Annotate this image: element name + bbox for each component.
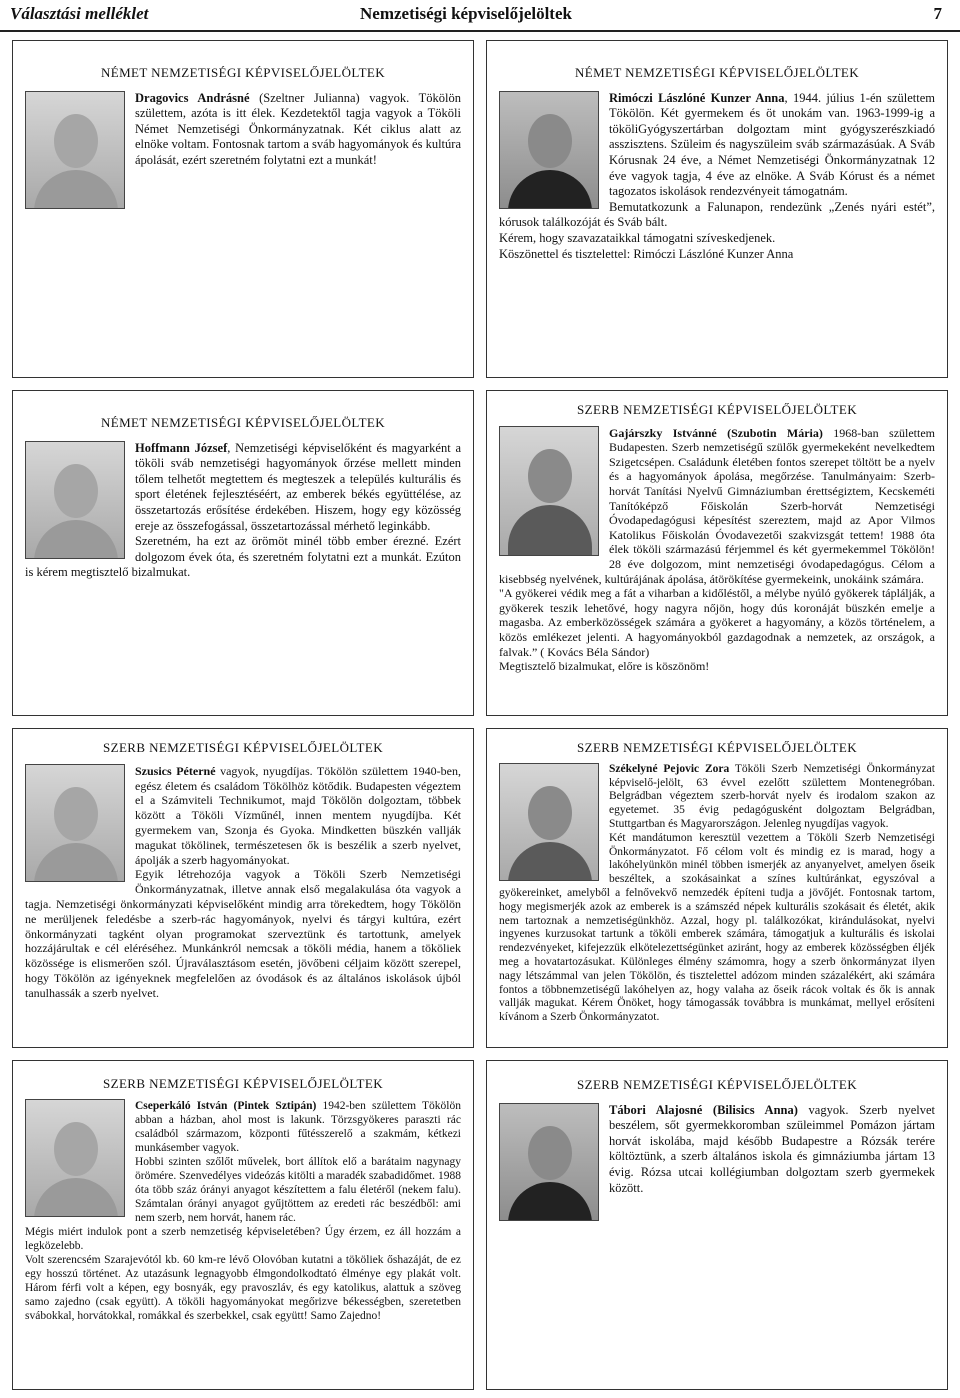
candidate-paragraph: Volt szerencsém Szarajevótól kb. 60 km-re lévő Olovóban kutatni a tököliek őshazáját, de ez egy hosszú történet. Az utazásunk legnagyobb élmgondolkodtató élménye egy plakát volt. Három férfi volt a képen, egy bosnyák, egy pravoszláv, és egy katolikus, alattuk a szöveg samo zajedno (csak együtt). A tököli hagyományokat megőrizve békességben, szeretetben svábokkal, horvátokkal, romákkal és szerbekkel, csak együtt! Samo Zajedno! — [25, 1254, 461, 1322]
candidate-name: Dragovics Andrásné — [135, 90, 250, 105]
candidate-photo — [499, 91, 599, 209]
candidate-box-hoffmann — [12, 390, 474, 716]
page-header — [0, 0, 960, 32]
candidate-quote: "A gyökerei védik meg a fát a viharban a kidőléstől, a mélybe nyúló gyökerek táplálják, a gyökerek teszik lehetővé, hogy nagyra nőjön, hogy dús koronáját büszkén emelje a magasba. Az emberközösségek számára a gyökeret a hagyomány, a közös történelem, a közös emlékezet jelenti. A hagyományokból gazdagodnak a nemzetek, az országok, a falvak.” ( Kovács Béla Sándor) — [499, 586, 935, 659]
header-page-topic: Nemzetiségi képviselőjelöltek — [360, 4, 572, 23]
candidate-name: Tábori Alajosné (Bilisics Anna) — [609, 1102, 798, 1117]
candidate-photo — [25, 441, 125, 559]
section-heading: NÉMET NEMZETISÉGI KÉPVISELŐJELÖLTEK — [100, 65, 386, 80]
candidate-name: Székelyné Pejovic Zora — [609, 762, 730, 775]
candidate-box-cseperkalo — [12, 1060, 474, 1390]
candidate-paragraph: Mégis miért indulok pont a szerb nemzetiség képviseletében? Úgy érzem, ez áll hozzám a legközelebb. — [25, 1226, 461, 1252]
candidate-intro: Székelyné Pejovic Zora Tököli Szerb Nemzetiségi Önkormányzat képviselő-jelölt, 63 évvel ezelőtt születtem Montenegróban. Belgrádban végeztem szerb-horvát nyelv és irodalom szakon az egyetemet. 35 évig pedagógusként dolgoztam Belgrádban, Stuttgartban és Magyarországon. Jelenleg nyugdíjas vagyok. — [609, 762, 935, 830]
candidate-box-szekelyne — [486, 728, 948, 1048]
candidate-photo — [499, 763, 599, 881]
candidate-box-gajarszky — [486, 390, 948, 716]
header-section-title: Választási melléklet — [10, 4, 149, 23]
section-heading: NÉMET NEMZETISÉGI KÉPVISELŐJELÖLTEK — [100, 415, 386, 430]
candidate-intro: Cseperkáló István (Pintek Sztipán) 1942-ben születtem Tökölön abban a házban, ahol most is lakunk. Törzsgyökeres paraszti rác családból származom, központi fűtésszerelő a szakmám, kétkezi munkásember vagyok. — [135, 1100, 461, 1154]
section-heading: SZERB NEMZETISÉGI KÉPVISELŐJELÖLTEK — [576, 1077, 857, 1092]
section-heading: NÉMET NEMZETISÉGI KÉPVISELŐJELÖLTEK — [574, 65, 860, 80]
candidate-intro: Gajárszky Istvánné (Szubotin Mária) 1968-ban születtem Budapesten. Szerb nemzetiségű szülők gyermekeként nevelkedtem Szigetcsépen. Családunk életében fontos szerepet töltött be a nyelv és a hagyományok ápolása, megőrzése. Tanulmányaim: Szerb-horvát Tanítási Nyelvű Gimnáziumban érettségiztem, Kecskeméti Tanítóképző Főiskolán Szerb-horvát Nemzetiségi Óvodapedagógusi képesítést szereztem, majd az Apor Vilmos Katolikus Főiskolán Óvodavezetői szakvizsgát tettem! 1988 óta élek tököli származású férjemmel és két gyermekemmel Tökölön! 28 éve dolgozom, mint nemzetiségi óvodapedagógus. Célom a kisebbség nyelvének, kultúrájának ápolása, átörökítése gyermekeink, unokáink számára. — [499, 425, 936, 586]
candidate-signature: Köszönettel és tisztelettel: Rimóczi Lászlóné Kunzer Anna — [499, 246, 794, 261]
candidate-box-tabori — [486, 1060, 948, 1390]
candidate-intro: Dragovics Andrásné (Szeltner Julianna) vagyok. Tökölön születtem, azóta is itt élek. Kezdetektől tagja vagyok a Tököli Német Nemzetiségi Önkormányzatnak. Két ciklus alatt az elnöke voltam. Fontosnak tartom a sváb hagyományok és kultúra ápolását, ezért szeretném folytatni ezt a munkát! — [135, 90, 461, 167]
candidate-intro: Szusics Péterné vagyok, nyugdíjas. Tökölön születtem 1940-ben, egész életem és családom Tökölhöz kötődik. Budapesten végeztem el a Számviteli Technikumot, majd Tökölön dolgoztam, többek között a Tököli Vízműnél, innen mentem nyugdíjba. Két gyermekem van, Szonja és Gyoka. Mindketten büszkén vallják magukat tökölinek, természetesen ők is beszélik a szerb nyelvet, ápolják a szerb hagyományokat. — [135, 763, 461, 867]
candidate-photo — [25, 91, 125, 209]
candidate-intro: Tábori Alajosné (Bilisics Anna) vagyok. Szerb nyelvet beszélem, sőt gyermekkoromban szüleimmel Pomázon jártam horvát iskolába, majd később Budapestre a Rózsák terére költöztünk, a szerb általános iskola és gimnáziumba jártam 13 évig. Rózsa utcai kollégiumban dolgoztam szerb gyermekek között. — [609, 1102, 935, 1195]
candidate-photo — [499, 1103, 599, 1221]
candidate-box-dragovics — [12, 40, 474, 378]
section-heading: SZERB NEMZETISÉGI KÉPVISELŐJELÖLTEK — [576, 740, 857, 755]
candidate-paragraph: Megtisztelő bizalmukat, előre is köszönöm! — [499, 659, 710, 674]
candidate-photo — [499, 426, 599, 556]
candidate-paragraph: Bemutatkozunk a Falunapon, rendezünk „Zenés nyári estét”, kórusok találkozóját és Sváb bált. — [499, 199, 935, 230]
candidate-box-szusics — [12, 728, 474, 1048]
candidate-paragraph: Hobbi szinten szőlőt művelek, bort állítok elő a barátaim nagynagy örömére. Szenvedélyes videózás kitölti a maradék szabadidőmet. 1988 óta több száz órányi anyagot készítettem a falu életéről (nekem falu). Számtalan órányi anyagot gyűjtöttem az eredeti rác beszédből: ami nem szerb, nem horvát, hanem rác. — [135, 1156, 461, 1224]
candidate-name: Hoffmann József — [135, 440, 228, 455]
candidate-intro: Hoffmann József, Nemzetiségi képviselőként és magyarként a tököli sváb nemzetiségi hagyományok őrzése mellett minden tőlem telhetőt megtettem és megteszek a település kulturális és sport életének fejlesztéséért, az emberek békés együttélése, az összetartozás erősítése érdekében. Hiszem, hogy egy közösség ereje az összefogással, összetartozással mérhető leginkább. — [135, 440, 461, 533]
candidate-name: Gajárszky Istvánné (Szubotin Mária) — [609, 425, 823, 440]
candidate-photo — [25, 764, 125, 882]
candidate-paragraph: Kérem, hogy szavazataikkal támogatni szíveskedjenek. — [499, 230, 776, 245]
candidate-intro: Rimóczi Lászlóné Kunzer Anna, 1944. július 1-én születtem Tökölön. Két gyermekem és öt unokám van. 1963-1999-ig a tököliGyógyszertárban dolgoztam mint gyógyszerészkiadó asszisztens. Szüleim és nagyszüleim sváb származásúak. A Sváb Kórusnak 24 éve, a Német Nemzetiségi Önkormányzatnak 12 éve vagyok tagja, 4 éve az elnöke. A Sváb Kórust és a német tagozatos iskolások rendezvényeit támogatnám. — [609, 90, 935, 199]
candidate-paragraph: Egyik létrehozója vagyok a Tököli Szerb Nemzetiségi Önkormányzatnak, illetve annak első megalakulása óta vagyok a tagja. Nemzetiségi önkormányzati képviselőként mindig arra törekedtem, hogy Tökölön ne merüljenek feledésbe a szerb-rác hagyományok, nyelvi és tárgyi kultúra, ezért önkormányzati tagként olyan programokat szerveztünk és tartottunk, amelyek hozzájárultak e cél eléréséhez. Munkánkról nemcsak a tököli média, hanem a tököliek közössége is elismerően szól. Újraválasztásom esetén, jövőbeni céljaim között szerepel, hogy Tökölön az igényeknek megfelelően az óvodások és az általános iskolások újból tanulhassák a szerb nyelvet. — [25, 867, 461, 1000]
candidate-name: Szusics Péterné — [135, 763, 216, 778]
candidate-name: Cseperkáló István (Pintek Sztipán) — [135, 1100, 317, 1112]
page-number: 7 — [933, 4, 942, 23]
candidate-paragraph: Szeretném, ha ezt az örömöt minél több ember érezné. Ezért dolgozom évek óta, és szeretném folytatni ezt a munkát. Ezúton is kérem megtisztelő bizalmukat. — [25, 534, 461, 580]
section-heading: SZERB NEMZETISÉGI KÉPVISELŐJELÖLTEK — [576, 402, 857, 417]
section-heading: SZERB NEMZETISÉGI KÉPVISELŐJELÖLTEK — [102, 740, 383, 755]
candidate-paragraph: Két mandátumon keresztül vezettem a Tököli Szerb Nemzetiségi Önkormányzatot. Fő célom volt és mindig ez is marad, hogy a lakóhelyünkön minél többen ismerjék az anyanyelvet, amelyen őseik beszéltek, a szokásainkat a színes kultúránkat, egyszóval a gyökereinket, amelyből a felnővekvő nemzedék építeni tudja a jövőjét. Fontosnak tartom, hogy megismerjék azok az emberek is a számszéd népek kulturális szokásait és életét, akik nem tartoznak a nemzetiségünkhöz. Azzal, hogy pl. találkozókat, kirándulásokat, nyelvi ingyenes kurzusokat tartunk a tököli emberek számára, támogatjuk a kulturális és iskolai rendezvényeket, kifejezzük elkötelezettségünket aziránt, hogy az emberek közösségben éljék meg a hovatartozásukat. Különleges élmény számomra, hogy a szerb önkormányzat ilyen nagy létszámmal van jelen Tökölön, és tisztelettel adózom minden százalékért, aki számára fontos a többnemzetiségű lakóhelyen az, hogy valaha az őseik rácok voltak és ők is annak vallják magukat. Kérem Önöket, hogy támogassák továbbra is munkámat, mellyel erősíteni kívánom a Szerb Önkormányzatot. — [499, 831, 935, 1024]
candidate-name: Rimóczi Lászlóné Kunzer Anna — [609, 90, 785, 105]
candidate-photo — [25, 1099, 125, 1217]
candidate-box-rimoczi — [486, 40, 948, 378]
section-heading: SZERB NEMZETISÉGI KÉPVISELŐJELÖLTEK — [102, 1076, 383, 1091]
